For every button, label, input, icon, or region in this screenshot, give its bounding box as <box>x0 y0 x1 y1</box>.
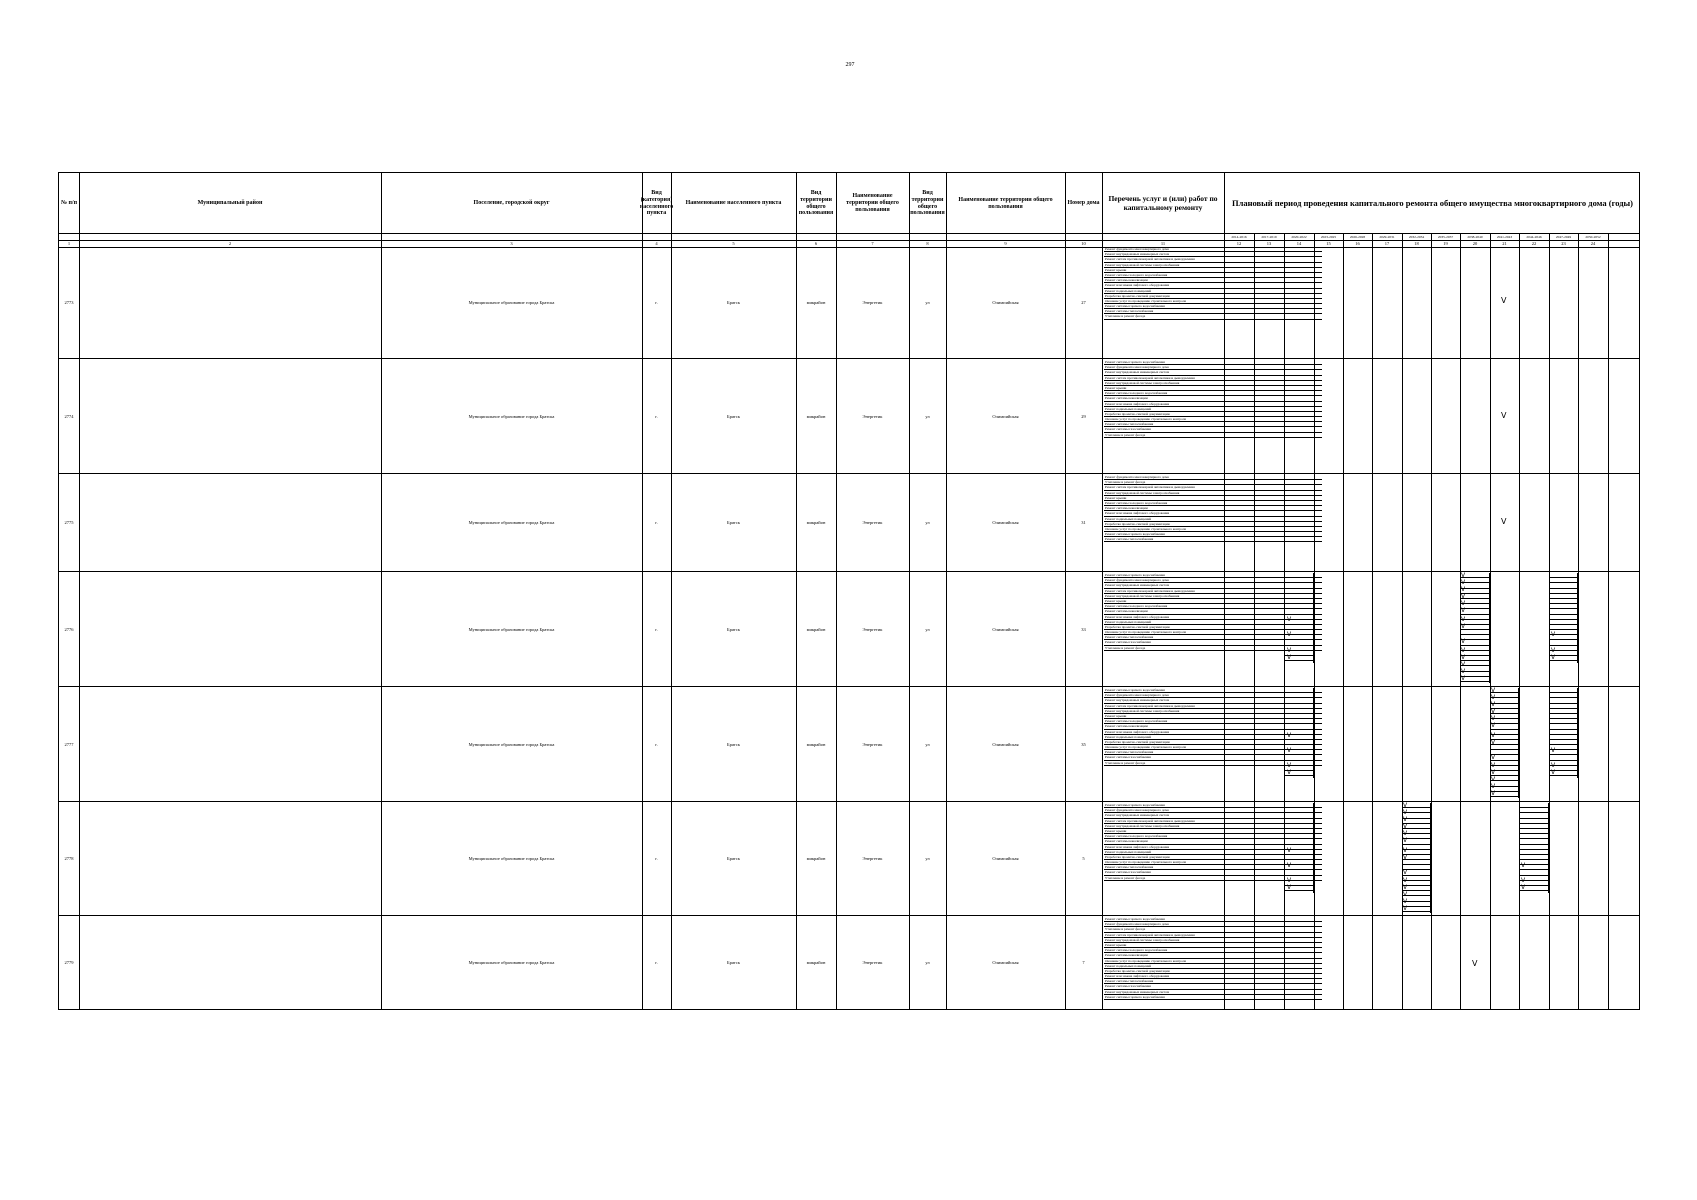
header-plan-period: Плановый период проведения капитального ремонта общего имущества многоквартирного дома (годы) <box>1231 197 1634 208</box>
header-locality-name: Наименование населенного пункта <box>685 200 782 207</box>
plan-mark: V <box>1461 675 1466 682</box>
territory-name-cell: Энергетик <box>862 626 883 632</box>
year-cell: 2014-2016 <box>1231 235 1247 239</box>
work-item: Ремонт системы горячего водоснабжения <box>1104 995 1322 1000</box>
work-item: Ремонт системы теплоснабжения <box>1104 865 1322 870</box>
plan-mark: V <box>1461 607 1466 614</box>
plan-mark: V <box>1461 623 1466 630</box>
plan-mark: V <box>1551 747 1556 754</box>
work-item: Ремонт подвальных помещений <box>1104 289 1322 294</box>
territory-name-cell: Энергетик <box>862 856 883 861</box>
house-number-cell: 29 <box>1081 413 1086 419</box>
street-type-cell: ул <box>925 626 930 632</box>
work-item: Ремонт внутридомовых инженерных систем <box>1104 252 1322 257</box>
plan-mark: V <box>1461 668 1466 675</box>
year-cell: 2038-2040 <box>1467 235 1483 239</box>
work-item: Ремонт системы газоснабжения <box>1104 870 1322 875</box>
work-item: Ремонт систем противопожарной автоматики и дымоудаления <box>1104 376 1322 381</box>
plan-mark: V <box>1491 783 1496 790</box>
work-item: Утепление и ремонт фасада <box>1104 876 1322 881</box>
plan-mark: V <box>1287 647 1292 654</box>
work-item: Ремонт фундамента многоквартирного дома <box>1104 578 1322 583</box>
plan-mark: V <box>1287 747 1292 754</box>
year-cell: 2044-2046 <box>1526 235 1542 239</box>
work-item: Ремонт внутридомовой системы электроснабжения <box>1104 938 1322 943</box>
plan-mark: V <box>1491 708 1496 715</box>
work-item: Ремонт или замена лифтового оборудования <box>1104 730 1322 735</box>
column-number: 9 <box>1004 241 1007 246</box>
work-item: Ремонт систем противопожарной автоматики и дымоудаления <box>1104 485 1322 490</box>
work-item: Ремонт системы горячего водоснабжения <box>1104 360 1322 365</box>
work-item: Ремонт системы холодного водоснабжения <box>1104 948 1322 953</box>
territory-name-cell: Энергетик <box>862 960 883 965</box>
plan-mark: V <box>1491 762 1496 769</box>
work-item: Ремонт системы канализации <box>1104 724 1322 729</box>
year-cell: 2020-2022 <box>1291 235 1307 239</box>
street-name-cell: Олимпийская <box>992 856 1019 861</box>
plan-mark: V <box>1551 762 1556 769</box>
work-item: Ремонт внутридомовой системы электроснабжения <box>1104 381 1322 386</box>
year-cell: 2023-2025 <box>1320 235 1337 239</box>
settlement-cell: Муниципальное образование города Братска <box>468 626 555 632</box>
settlement-cell: Муниципальное образование города Братска <box>468 856 555 861</box>
work-item: Ремонт системы холодного водоснабжения <box>1104 273 1322 278</box>
work-item: Ремонт системы теплоснабжения <box>1104 537 1322 542</box>
table-header <box>59 173 1639 234</box>
plan-mark: V <box>1287 616 1292 623</box>
street-name-cell: Олимпийская <box>992 520 1019 525</box>
work-item: Ремонт подвальных помещений <box>1104 850 1322 855</box>
territory-type-cell: микрайон <box>806 520 826 525</box>
house-number-cell: 31 <box>1081 520 1086 525</box>
work-item: Ремонт системы холодного водоснабжения <box>1104 501 1322 506</box>
work-item: Ремонт системы канализации <box>1104 506 1322 511</box>
work-item: Разработка проектно-сметной документации <box>1104 855 1322 860</box>
plan-mark: V <box>1403 891 1408 898</box>
work-item: Ремонт системы горячего водоснабжения <box>1104 688 1322 693</box>
plan-mark: V <box>1287 732 1292 739</box>
locality-name-cell: Братск <box>727 413 740 419</box>
plan-mark: V <box>1403 898 1408 905</box>
row-number: 2775 <box>64 520 74 525</box>
plan-mark: V <box>1551 769 1556 776</box>
work-item: Оказание услуг по проведению строительного контроля <box>1104 860 1322 865</box>
work-item: Ремонт системы холодного водоснабжения <box>1104 719 1322 724</box>
plan-mark: V <box>1491 694 1496 701</box>
work-item: Ремонт системы теплоснабжения <box>1104 750 1322 755</box>
plan-mark: V <box>1287 762 1292 769</box>
plan-mark: V <box>1521 884 1526 891</box>
plan-mark: V <box>1501 296 1507 305</box>
locality-type-cell: г. <box>655 299 658 305</box>
column-number: 1 <box>67 241 71 246</box>
plan-mark: V <box>1287 877 1292 884</box>
work-item: Ремонт внутридомовых инженерных систем <box>1104 990 1322 995</box>
plan-mark: V <box>1551 654 1556 661</box>
street-type-cell: ул <box>925 413 930 419</box>
works-list <box>1104 917 1322 1000</box>
plan-mark: V <box>1461 616 1466 623</box>
locality-name-cell: Братск <box>727 960 740 965</box>
work-item: Ремонт подвальных помещений <box>1104 964 1322 969</box>
work-item: Ремонт системы горячего водоснабжения <box>1104 304 1322 309</box>
house-number-cell: 33 <box>1081 626 1086 632</box>
plan-mark: V <box>1491 776 1496 783</box>
page-number: 297 <box>845 62 855 68</box>
work-item: Ремонт или замена лифтового оборудования <box>1104 511 1322 516</box>
territory-type-cell: микрайон <box>806 960 826 965</box>
column-number: 10 <box>1081 241 1086 246</box>
plan-mark: V <box>1403 802 1408 809</box>
work-item: Ремонт крыши <box>1104 943 1322 948</box>
plan-mark: V <box>1287 884 1292 891</box>
plan-mark: V <box>1491 701 1496 708</box>
work-item: Утепление и ремонт фасада <box>1104 927 1322 932</box>
plan-mark: V <box>1461 661 1466 668</box>
work-item: Ремонт систем противопожарной автоматики и дымоудаления <box>1104 257 1322 262</box>
work-item: Ремонт фундамента многоквартирного дома <box>1104 475 1322 480</box>
header-number: № п/п <box>60 200 78 207</box>
column-number: 4 <box>655 241 658 246</box>
year-cell: 2017-2019 <box>1261 235 1277 239</box>
territory-name-cell: Энергетик <box>862 741 883 747</box>
work-item: Утепление и ремонт фасада <box>1104 480 1322 485</box>
work-item: Ремонт системы теплоснабжения <box>1104 309 1322 314</box>
work-item: Ремонт системы газоснабжения <box>1104 427 1322 432</box>
work-item: Ремонт системы канализации <box>1104 953 1322 958</box>
work-item: Ремонт системы теплоснабжения <box>1104 422 1322 427</box>
territory-type-cell: микрайон <box>806 626 826 632</box>
work-item: Ремонт системы горячего водоснабжения <box>1104 532 1322 537</box>
plan-mark: V <box>1472 959 1478 968</box>
plan-mark: V <box>1403 877 1408 884</box>
territory-type-cell: микрайон <box>806 741 826 747</box>
column-number: 8 <box>926 241 929 246</box>
work-item: Ремонт систем противопожарной автоматики и дымоудаления <box>1104 704 1322 709</box>
territory-name-cell: Энергетик <box>862 520 883 525</box>
plan-mark: V <box>1551 647 1556 654</box>
work-item: Ремонт фундамента многоквартирного дома <box>1104 693 1322 698</box>
street-name-cell: Олимпийская <box>992 626 1019 632</box>
column-number: 23 <box>1561 241 1566 246</box>
work-item: Разработка проектно-сметной документации <box>1104 740 1322 745</box>
work-item: Ремонт внутридомовых инженерных систем <box>1104 698 1322 703</box>
work-item: Ремонт системы горячего водоснабжения <box>1104 803 1322 808</box>
work-item: Ремонт системы холодного водоснабжения <box>1104 391 1322 396</box>
work-item: Ремонт фундамента многоквартирного дома <box>1104 247 1322 252</box>
plan-mark: V <box>1521 862 1526 869</box>
work-item: Ремонт фундамента многоквартирного дома <box>1104 808 1322 813</box>
locality-type-cell: г. <box>655 856 658 861</box>
row-number: 2776 <box>64 626 74 632</box>
street-name-cell: Олимпийская <box>992 413 1019 419</box>
work-item: Ремонт крыши <box>1104 714 1322 719</box>
column-number: 13 <box>1266 241 1272 246</box>
column-number: 2 <box>228 241 232 246</box>
street-name-cell: Олимпийская <box>992 299 1019 305</box>
plan-mark: V <box>1403 854 1408 861</box>
work-item: Ремонт системы канализации <box>1104 396 1322 401</box>
row-number: 2773 <box>64 299 74 305</box>
house-number-cell: 35 <box>1081 741 1086 747</box>
header-territory-name: Наименование территории общего пользования <box>846 193 899 213</box>
column-number: 7 <box>871 241 874 246</box>
territory-type-cell: микрайон <box>806 299 826 305</box>
locality-name-cell: Братск <box>727 856 740 861</box>
locality-name-cell: Братск <box>727 626 740 632</box>
street-name-cell: Олимпийская <box>992 741 1019 747</box>
column-number: 16 <box>1355 241 1360 246</box>
work-item: Ремонт внутридомовой системы электроснабжения <box>1104 824 1322 829</box>
column-number: 19 <box>1443 241 1448 246</box>
work-item: Ремонт системы горячего водоснабжения <box>1104 917 1322 922</box>
plan-mark: V <box>1403 823 1408 830</box>
work-item: Ремонт внутридомовых инженерных систем <box>1104 583 1322 588</box>
settlement-cell: Муниципальное образование города Братска <box>468 413 555 419</box>
plan-mark: V <box>1461 593 1466 600</box>
locality-type-cell: г. <box>655 626 658 632</box>
house-number-cell: 5 <box>1082 856 1085 861</box>
work-item: Ремонт системы газоснабжения <box>1104 640 1322 645</box>
plan-mark: V <box>1287 631 1292 638</box>
street-type-cell: ул <box>925 960 930 965</box>
locality-type-cell: г. <box>655 741 658 747</box>
plan-mark: V <box>1461 654 1466 661</box>
settlement-cell: Муниципальное образование города Братска <box>468 520 555 525</box>
work-item: Ремонт системы теплоснабжения <box>1104 635 1322 640</box>
street-type-cell: ул <box>925 741 930 747</box>
work-item: Оказание услуг по проведению строительного контроля <box>1104 959 1322 964</box>
capital-repair-table <box>58 172 1640 1010</box>
plan-mark: V <box>1403 816 1408 823</box>
work-item: Ремонт или замена лифтового оборудования <box>1104 402 1322 407</box>
work-item: Ремонт внутридомовой системы электроснабжения <box>1104 594 1322 599</box>
header-territory-type: Вид территории общего пользования <box>798 189 834 217</box>
row-number: 2774 <box>64 413 74 419</box>
header-district: Муниципальный район <box>197 200 263 207</box>
header-settlement: Поселение, городской округ <box>473 200 550 207</box>
work-item: Ремонт фундамента многоквартирного дома <box>1104 922 1322 927</box>
row-number: 2777 <box>64 741 74 747</box>
street-name-cell: Олимпийская <box>992 960 1019 965</box>
work-item: Ремонт системы теплоснабжения <box>1104 979 1322 984</box>
work-item: Ремонт системы канализации <box>1104 839 1322 844</box>
territory-name-cell: Энергетик <box>862 299 883 305</box>
work-item: Ремонт подвальных помещений <box>1104 407 1322 412</box>
work-item: Ремонт или замена лифтового оборудования <box>1104 974 1322 979</box>
work-item: Оказание услуг по проведению строительного контроля <box>1104 745 1322 750</box>
year-cell: 2032-2034 <box>1408 235 1425 239</box>
plan-mark: V <box>1403 905 1408 912</box>
work-item: Ремонт или замена лифтового оборудования <box>1104 615 1322 620</box>
plan-mark: V <box>1287 654 1292 661</box>
works-list <box>1104 475 1322 542</box>
locality-type-cell: г. <box>655 960 658 965</box>
plan-mark: V <box>1403 830 1408 837</box>
year-cell: 2047-2049 <box>1555 235 1572 239</box>
year-cell: 2050-2052 <box>1585 235 1601 239</box>
year-cell: 2026-2028 <box>1349 235 1366 239</box>
street-type-cell: ул <box>925 520 930 525</box>
works-list <box>1104 360 1322 438</box>
work-item: Ремонт подвальных помещений <box>1104 735 1322 740</box>
plan-mark: V <box>1287 769 1292 776</box>
street-type-cell: ул <box>925 299 930 305</box>
work-item: Разработка проектно-сметной документации <box>1104 412 1322 417</box>
plan-mark: V <box>1491 754 1496 761</box>
column-number: 20 <box>1472 241 1478 246</box>
header-locality-type: Вид (категория) населенного пункта <box>639 189 674 217</box>
work-item: Ремонт системы канализации <box>1104 609 1322 614</box>
territory-type-cell: микрайон <box>806 856 826 861</box>
column-number: 12 <box>1236 241 1242 246</box>
settlement-cell: Муниципальное образование города Братска <box>468 299 555 305</box>
plan-mark: V <box>1461 579 1466 586</box>
column-number: 17 <box>1384 241 1390 246</box>
territory-type-cell: микрайон <box>806 413 826 419</box>
column-number: 22 <box>1531 241 1537 246</box>
work-item: Ремонт фундамента многоквартирного дома <box>1104 365 1322 370</box>
house-number-cell: 7 <box>1082 960 1085 965</box>
header-works-list: Перечень услуг и (или) работ по капитальному ремонту <box>1108 193 1218 212</box>
year-cell: 2041-2043 <box>1496 235 1513 239</box>
work-item: Ремонт систем противопожарной автоматики и дымоудаления <box>1104 589 1322 594</box>
column-number: 6 <box>814 241 818 246</box>
year-cell: 2029-2031 <box>1379 235 1395 239</box>
street-type-cell: ул <box>925 856 930 861</box>
plan-mark: V <box>1461 572 1466 579</box>
plan-mark: V <box>1491 722 1496 729</box>
column-number <box>1608 241 1641 247</box>
plan-mark: V <box>1461 600 1466 607</box>
work-item: Ремонт или замена лифтового оборудования <box>1104 283 1322 288</box>
work-item: Ремонт подвальных помещений <box>1104 620 1322 625</box>
work-item: Ремонт внутридомовых инженерных систем <box>1104 370 1322 375</box>
header-house-number: Номер дома <box>1067 200 1100 207</box>
work-item: Ремонт внутридомовых инженерных систем <box>1104 813 1322 818</box>
plan-mark: V <box>1491 732 1496 739</box>
settlement-cell: Муниципальное образование города Братска <box>468 741 555 747</box>
locality-name-cell: Братск <box>727 520 740 525</box>
header-street-name: Наименование территории общего пользования <box>958 196 1053 210</box>
plan-mark: V <box>1491 790 1496 797</box>
work-item: Оказание услуг по проведению строительного контроля <box>1104 630 1322 635</box>
work-item: Ремонт системы холодного водоснабжения <box>1104 834 1322 839</box>
column-number: 15 <box>1326 241 1331 246</box>
work-item: Разработка проектно-сметной документации <box>1104 294 1322 299</box>
locality-type-cell: г. <box>655 413 658 419</box>
locality-name-cell: Братск <box>727 741 740 747</box>
work-item: Ремонт системы газоснабжения <box>1104 755 1322 760</box>
work-item: Утепление и ремонт фасада <box>1104 761 1322 766</box>
work-item: Ремонт системы холодного водоснабжения <box>1104 604 1322 609</box>
row-number: 2779 <box>64 960 74 965</box>
plan-mark: V <box>1403 809 1408 816</box>
plan-mark: V <box>1491 739 1496 746</box>
work-item: Ремонт системы горячего водоснабжения <box>1104 573 1322 578</box>
work-item: Оказание услуг по проведению строительного контроля <box>1104 417 1322 422</box>
column-number: 5 <box>732 241 735 246</box>
work-item: Ремонт крыши <box>1104 386 1322 391</box>
plan-mark: V <box>1403 869 1408 876</box>
work-item: Ремонт системы газоснабжения <box>1104 984 1322 989</box>
work-item: Ремонт внутридомовой системы электроснабжения <box>1104 491 1322 496</box>
plan-mark: V <box>1521 877 1526 884</box>
work-item: Ремонт внутридомовой системы электроснабжения <box>1104 263 1322 268</box>
works-list <box>1104 247 1322 320</box>
plan-mark: V <box>1501 517 1507 526</box>
plan-mark: V <box>1403 884 1408 891</box>
work-item: Ремонт крыши <box>1104 268 1322 273</box>
work-item: Ремонт крыши <box>1104 829 1322 834</box>
header-street-type: Вид территории общего пользования <box>910 189 945 217</box>
work-item: Ремонт подвальных помещений <box>1104 517 1322 522</box>
column-number: 24 <box>1590 241 1596 246</box>
plan-mark: V <box>1491 687 1496 694</box>
work-item: Ремонт крыши <box>1104 496 1322 501</box>
plan-mark: V <box>1287 847 1292 854</box>
plan-mark: V <box>1403 837 1408 844</box>
plan-mark: V <box>1461 586 1466 593</box>
work-item: Оказание услуг по проведению строительного контроля <box>1104 299 1322 304</box>
year-cell: 2035-2037 <box>1437 235 1454 239</box>
plan-mark: V <box>1491 769 1496 776</box>
house-number-cell: 27 <box>1081 299 1086 305</box>
column-number: 11 <box>1160 241 1166 246</box>
work-item: Ремонт внутридомовой системы электроснабжения <box>1104 709 1322 714</box>
plan-mark: V <box>1461 647 1466 654</box>
plan-mark: V <box>1501 411 1507 420</box>
plan-mark: V <box>1403 847 1408 854</box>
work-item: Ремонт систем противопожарной автоматики и дымоудаления <box>1104 933 1322 938</box>
work-item: Ремонт или замена лифтового оборудования <box>1104 845 1322 850</box>
work-item: Разработка проектно-сметной документации <box>1104 625 1322 630</box>
column-number: 18 <box>1414 241 1419 246</box>
work-item: Оказание услуг по проведению строительного контроля <box>1104 527 1322 532</box>
work-item: Утепление и ремонт фасада <box>1104 646 1322 651</box>
plan-mark: V <box>1461 638 1466 645</box>
locality-type-cell: г. <box>655 520 658 525</box>
plan-mark: V <box>1551 631 1556 638</box>
work-item: Разработка проектно-сметной документации <box>1104 522 1322 527</box>
work-item: Утепление и ремонт фасада <box>1104 314 1322 319</box>
locality-name-cell: Братск <box>727 299 740 305</box>
work-item: Ремонт систем противопожарной автоматики и дымоудаления <box>1104 819 1322 824</box>
plan-mark: V <box>1287 862 1292 869</box>
column-number: 14 <box>1296 241 1302 246</box>
plan-mark: V <box>1491 715 1496 722</box>
column-number: 21 <box>1502 241 1507 246</box>
work-item: Ремонт крыши <box>1104 599 1322 604</box>
work-item: Утепление и ремонт фасада <box>1104 433 1322 438</box>
row-number: 2778 <box>64 856 74 861</box>
work-item: Разработка проектно-сметной документации <box>1104 969 1322 974</box>
territory-name-cell: Энергетик <box>862 413 883 419</box>
work-item: Ремонт системы канализации <box>1104 278 1322 283</box>
settlement-cell: Муниципальное образование города Братска <box>468 960 555 965</box>
column-number: 3 <box>510 241 513 246</box>
